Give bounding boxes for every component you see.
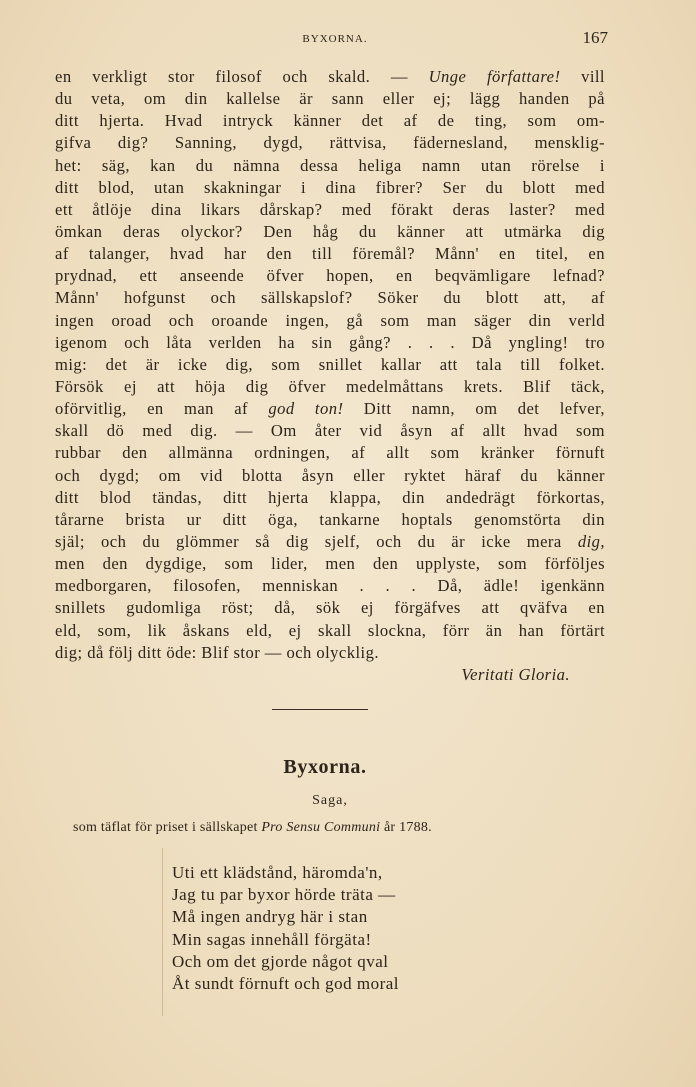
text-run: du veta, om din kallelse är sann eller ej; lägg handen på [55, 89, 605, 109]
text-run: snillets gudomliga röst; då, sök ej förgäfves att qväfva en [55, 598, 605, 618]
text-run: ingen oroad och oroande ingen, gå som man säger din verld [55, 310, 605, 330]
verse-line: Må ingen andryg här i stan [172, 907, 368, 927]
text-run: ditt blod tändas, ditt hjerta klappa, din andedrägt förkortas, [55, 487, 605, 507]
text-line [55, 177, 605, 199]
text-run: men den dygdige, som lider, men den upplyste, som förföljes [55, 554, 605, 574]
text-line [55, 509, 605, 531]
text-run: ett åtlöje dina likars dårskap? med förakt deras laster? med [55, 199, 605, 219]
text-run: vill [560, 67, 605, 86]
section-caption [73, 820, 593, 836]
text-line [55, 531, 605, 553]
text-run: oförvitlig, en man af [55, 399, 269, 419]
italic-phrase: god ton! [268, 399, 344, 419]
text-line [55, 88, 605, 110]
text-run: Försök ej att höja dig öfver medelmåttans krets. Blif täck, [55, 376, 605, 396]
italic-phrase: dig, [577, 531, 605, 551]
text-run: medborgaren, filosofen, menniskan . . . Då, ädle! igenkänn [55, 576, 605, 596]
text-line [55, 642, 605, 664]
text-line [55, 620, 605, 642]
section-divider [272, 709, 368, 710]
running-head-title: BYXORNA. [302, 33, 368, 45]
signature: Veritati Gloria. [461, 664, 570, 684]
text-run: eld, som, lik åskans eld, ej skall slockna, förr än han förtärt [55, 620, 605, 640]
text-line [55, 376, 605, 398]
text-line [55, 155, 605, 177]
verse-line: Uti ett klädstånd, häromda'n, [172, 863, 383, 882]
body-paragraph [55, 66, 605, 686]
text-run: själ; och du glömmer så dig sjelf, och du är icke mera [55, 531, 578, 551]
verse-block [172, 862, 399, 995]
text-run: Månn' hofgunst och sällskapslof? Söker du blott att, af [55, 288, 605, 308]
text-run: igenom och låta verlden ha sin gång? . . . Då yngling! tro [55, 332, 605, 352]
verse-margin-mark [162, 848, 163, 1016]
text-run: dig; då följ ditt öde: Blif stor — och olycklig. [55, 642, 379, 662]
text-run: ditt hjerta. Hvad intryck känner det af de ting, som om- [55, 111, 605, 131]
text-run: ditt blod, utan skakningar i dina fibrer? Ser du blott med [55, 177, 605, 197]
text-run: het: säg, kan du nämna dessa heliga namn utan rörelse i [55, 155, 605, 175]
text-run: prydnad, ett anseende öfver hopen, en beqvämligare lefnad? [55, 266, 605, 286]
verse-line: Åt sundt förnuft och god moral [172, 973, 399, 993]
text-run: Ditt namn, om det lefver, [343, 399, 606, 419]
caption-before: som täflat för priset i sällskapet [73, 820, 262, 835]
verse-line: Och om det gjorde något qval [172, 951, 389, 971]
text-line [55, 465, 605, 487]
text-line [55, 420, 605, 442]
text-line [55, 265, 605, 287]
text-run: mig: det är icke dig, som snillet kallar att tala till folket. [55, 354, 605, 374]
text-line [55, 553, 605, 575]
text-line [55, 597, 605, 619]
text-run: skall dö med dig. — Om åter vid åsyn af allt hvad som [55, 421, 605, 441]
text-line [55, 287, 605, 309]
caption-after: år 1788. [380, 820, 432, 835]
text-run: tårarne brista ur ditt öga, tankarne hoptals genomstörta din [55, 509, 605, 529]
text-run: af talanger, hvad har den till föremål? Månn' en titel, en [55, 244, 605, 264]
page-number: 167 [582, 28, 608, 47]
text-line [55, 354, 605, 376]
text-line [55, 66, 605, 88]
text-run: en verkligt stor filosof och skald. — [55, 67, 429, 86]
text-run: och dygd; om vid blotta åsyn eller ryktet häraf du känner [55, 465, 605, 485]
verse-line: Jag tu par byxor hörde träta — [172, 885, 396, 905]
text-line [55, 221, 605, 243]
italic-phrase: Unge författare! [428, 67, 561, 86]
text-line [55, 110, 605, 132]
section-subtitle: Saga, [312, 793, 348, 808]
text-line [55, 132, 605, 154]
text-line [55, 199, 605, 221]
text-line [55, 442, 605, 464]
text-line [55, 243, 605, 265]
text-line [55, 398, 605, 420]
text-line [55, 310, 605, 332]
text-line [55, 487, 605, 509]
text-run: rubbar den allmänna ordningen, af allt som kränker förnuft [55, 443, 605, 463]
running-head [0, 30, 696, 50]
caption-society-name: Pro Sensu Communi [261, 820, 381, 835]
verse-line: Min sagas innehåll förgäta! [172, 929, 372, 949]
text-line [55, 332, 605, 354]
text-run: ömkan deras olyckor? Den håg du känner att utmärka dig [55, 221, 605, 241]
text-run: gifva dig? Sanning, dygd, rättvisa, fäderneslаnd, mensklig- [55, 133, 605, 153]
text-line [55, 575, 605, 597]
section-title: Byxorna. [283, 756, 367, 778]
